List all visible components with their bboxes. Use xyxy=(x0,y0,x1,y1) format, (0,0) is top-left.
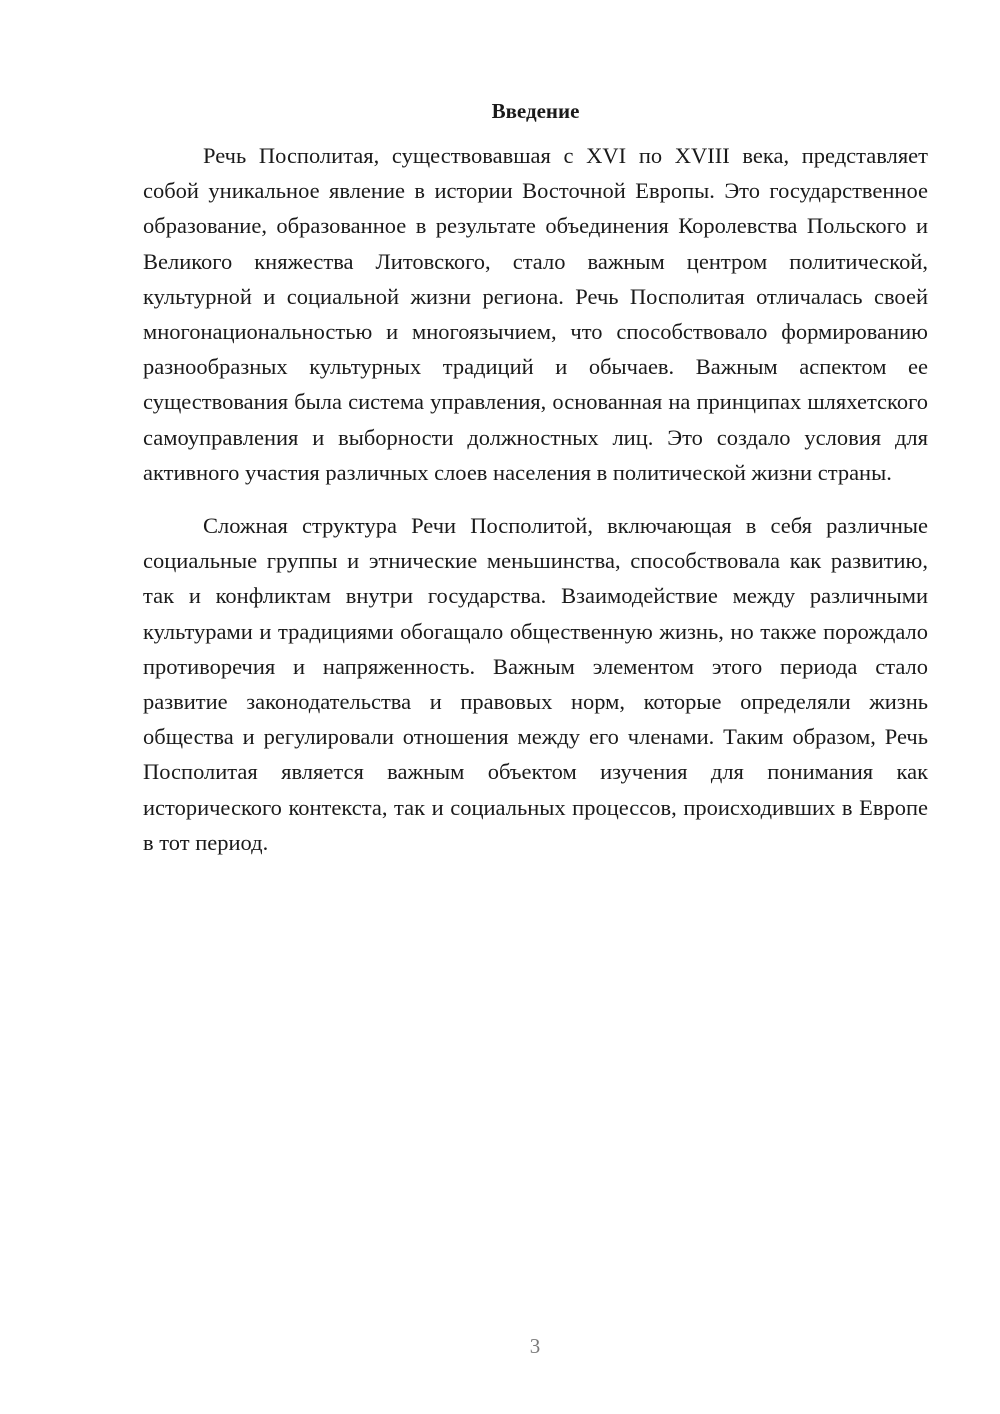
section-heading: Введение xyxy=(491,99,580,123)
page-number: 3 xyxy=(529,1334,541,1358)
paragraph-1: Речь Посполитая, существовавшая с XVI по XVIII века, представляет собой уникальное явление в истории Восточной Европы. Это государственное образование, образованное в результате объединения Королевства Польского и Великого княжества Литовского, стало важным центром политической, культурной и социальной жизни региона. Речь Посполитая отличалась своей многонациональностью и многоязычием, что способствовало формированию разнообразных культурных традиций и обычаев. Важным аспектом ее существования была система управления, основанная на принципах шляхетского самоуправления и выборности должностных лиц. Это создало условия для активного участия различных слоев населения в политической жизни страны. xyxy=(143,143,928,485)
page-content xyxy=(143,96,928,860)
paragraph-2: Сложная структура Речи Посполитой, включающая в себя различные социальные группы и этнические меньшинства, способствовала как развитию, так и конфликтам внутри государства. Взаимодействие между различными культурами и традициями обогащало общественную жизнь, но также порождало противоречия и напряженность. Важным элементом этого периода стало развитие законодательства и правовых норм, которые определяли жизнь общества и регулировали отношения между его членами. Таким образом, Речь Посполитая является важным объектом изучения для понимания как исторического контекста, так и социальных процессов, происходивших в Европе в тот период. xyxy=(143,513,928,855)
